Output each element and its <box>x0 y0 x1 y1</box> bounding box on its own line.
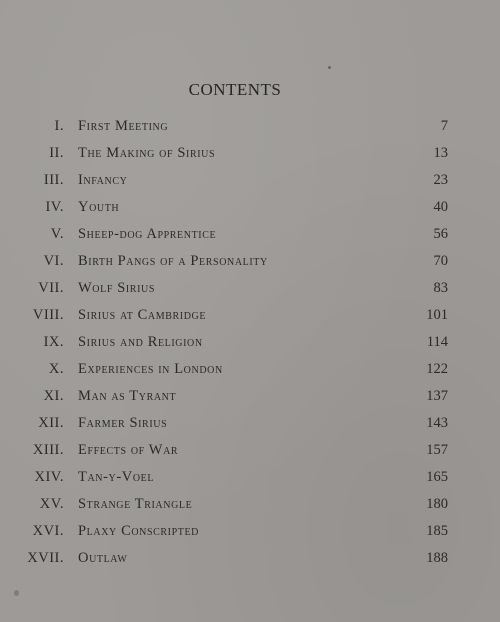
chapter-title: Sheep-dog Apprentice <box>78 226 217 242</box>
chapter-number: XVI. <box>32 523 64 539</box>
toc-row <box>0 496 500 523</box>
chapter-title: Outlaw <box>78 550 128 566</box>
chapter-title: Tan-y-Voel <box>78 469 155 485</box>
chapter-title: Sirius and Religion <box>78 334 203 350</box>
chapter-title: First Meeting <box>78 118 169 134</box>
chapter-number: I. <box>54 118 64 134</box>
chapter-number: IV. <box>45 199 64 215</box>
chapter-title: Infancy <box>78 172 128 188</box>
chapter-title: The Making of Sirius <box>78 145 216 161</box>
toc-row <box>0 280 500 307</box>
chapter-page: 40 <box>433 199 448 215</box>
paper-speck <box>14 590 19 596</box>
chapter-page: 13 <box>433 145 448 161</box>
toc-row <box>0 442 500 469</box>
toc-row <box>0 118 500 145</box>
chapter-page: 137 <box>426 388 448 404</box>
chapter-number: XVII. <box>27 550 64 566</box>
chapter-number: IX. <box>43 334 64 350</box>
chapter-page: 185 <box>426 523 448 539</box>
toc-row <box>0 334 500 361</box>
toc-row <box>0 388 500 415</box>
chapter-page: 83 <box>433 280 448 296</box>
chapter-number: III. <box>43 172 64 188</box>
chapter-number: V. <box>50 226 64 242</box>
chapter-number: II. <box>49 145 64 161</box>
chapter-page: 23 <box>433 172 448 188</box>
chapter-title: Plaxy Conscripted <box>78 523 200 539</box>
chapter-title: Strange Triangle <box>78 496 193 512</box>
table-of-contents <box>0 118 500 577</box>
toc-row <box>0 550 500 577</box>
chapter-page: 70 <box>433 253 448 269</box>
chapter-title: Sirius at Cambridge <box>78 307 207 323</box>
chapter-title: Effects of War <box>78 442 179 458</box>
chapter-number: VII. <box>38 280 64 296</box>
contents-heading: CONTENTS <box>188 80 282 99</box>
chapter-number: XII. <box>38 415 64 431</box>
chapter-page: 188 <box>426 550 448 566</box>
chapter-page: 101 <box>426 307 448 323</box>
chapter-number: VI. <box>43 253 64 269</box>
toc-row <box>0 226 500 253</box>
toc-row <box>0 145 500 172</box>
chapter-number: XI. <box>43 388 64 404</box>
chapter-page: 114 <box>426 334 448 350</box>
toc-row <box>0 469 500 496</box>
chapter-number: XV. <box>39 496 64 512</box>
toc-row <box>0 523 500 550</box>
chapter-page: 143 <box>426 415 448 431</box>
toc-row <box>0 361 500 388</box>
chapter-title: Birth Pangs of a Personality <box>78 253 268 269</box>
toc-row <box>0 253 500 280</box>
toc-row <box>0 172 500 199</box>
chapter-number: XIV. <box>34 469 64 485</box>
chapter-title: Experiences in London <box>78 361 223 377</box>
chapter-number: VIII. <box>32 307 64 323</box>
chapter-title: Wolf Sirius <box>78 280 155 296</box>
chapter-page: 7 <box>440 118 448 134</box>
chapter-title: Farmer Sirius <box>78 415 168 431</box>
chapter-number: XIII. <box>32 442 64 458</box>
toc-row <box>0 307 500 334</box>
chapter-page: 122 <box>426 361 448 377</box>
chapter-title: Man as Tyrant <box>78 388 177 404</box>
chapter-page: 56 <box>433 226 448 242</box>
toc-row <box>0 199 500 226</box>
chapter-page: 157 <box>426 442 448 458</box>
chapter-number: X. <box>48 361 64 377</box>
toc-row <box>0 415 500 442</box>
chapter-page: 165 <box>426 469 448 485</box>
chapter-page: 180 <box>426 496 448 512</box>
paper-speck <box>328 66 331 69</box>
chapter-title: Youth <box>78 199 120 215</box>
